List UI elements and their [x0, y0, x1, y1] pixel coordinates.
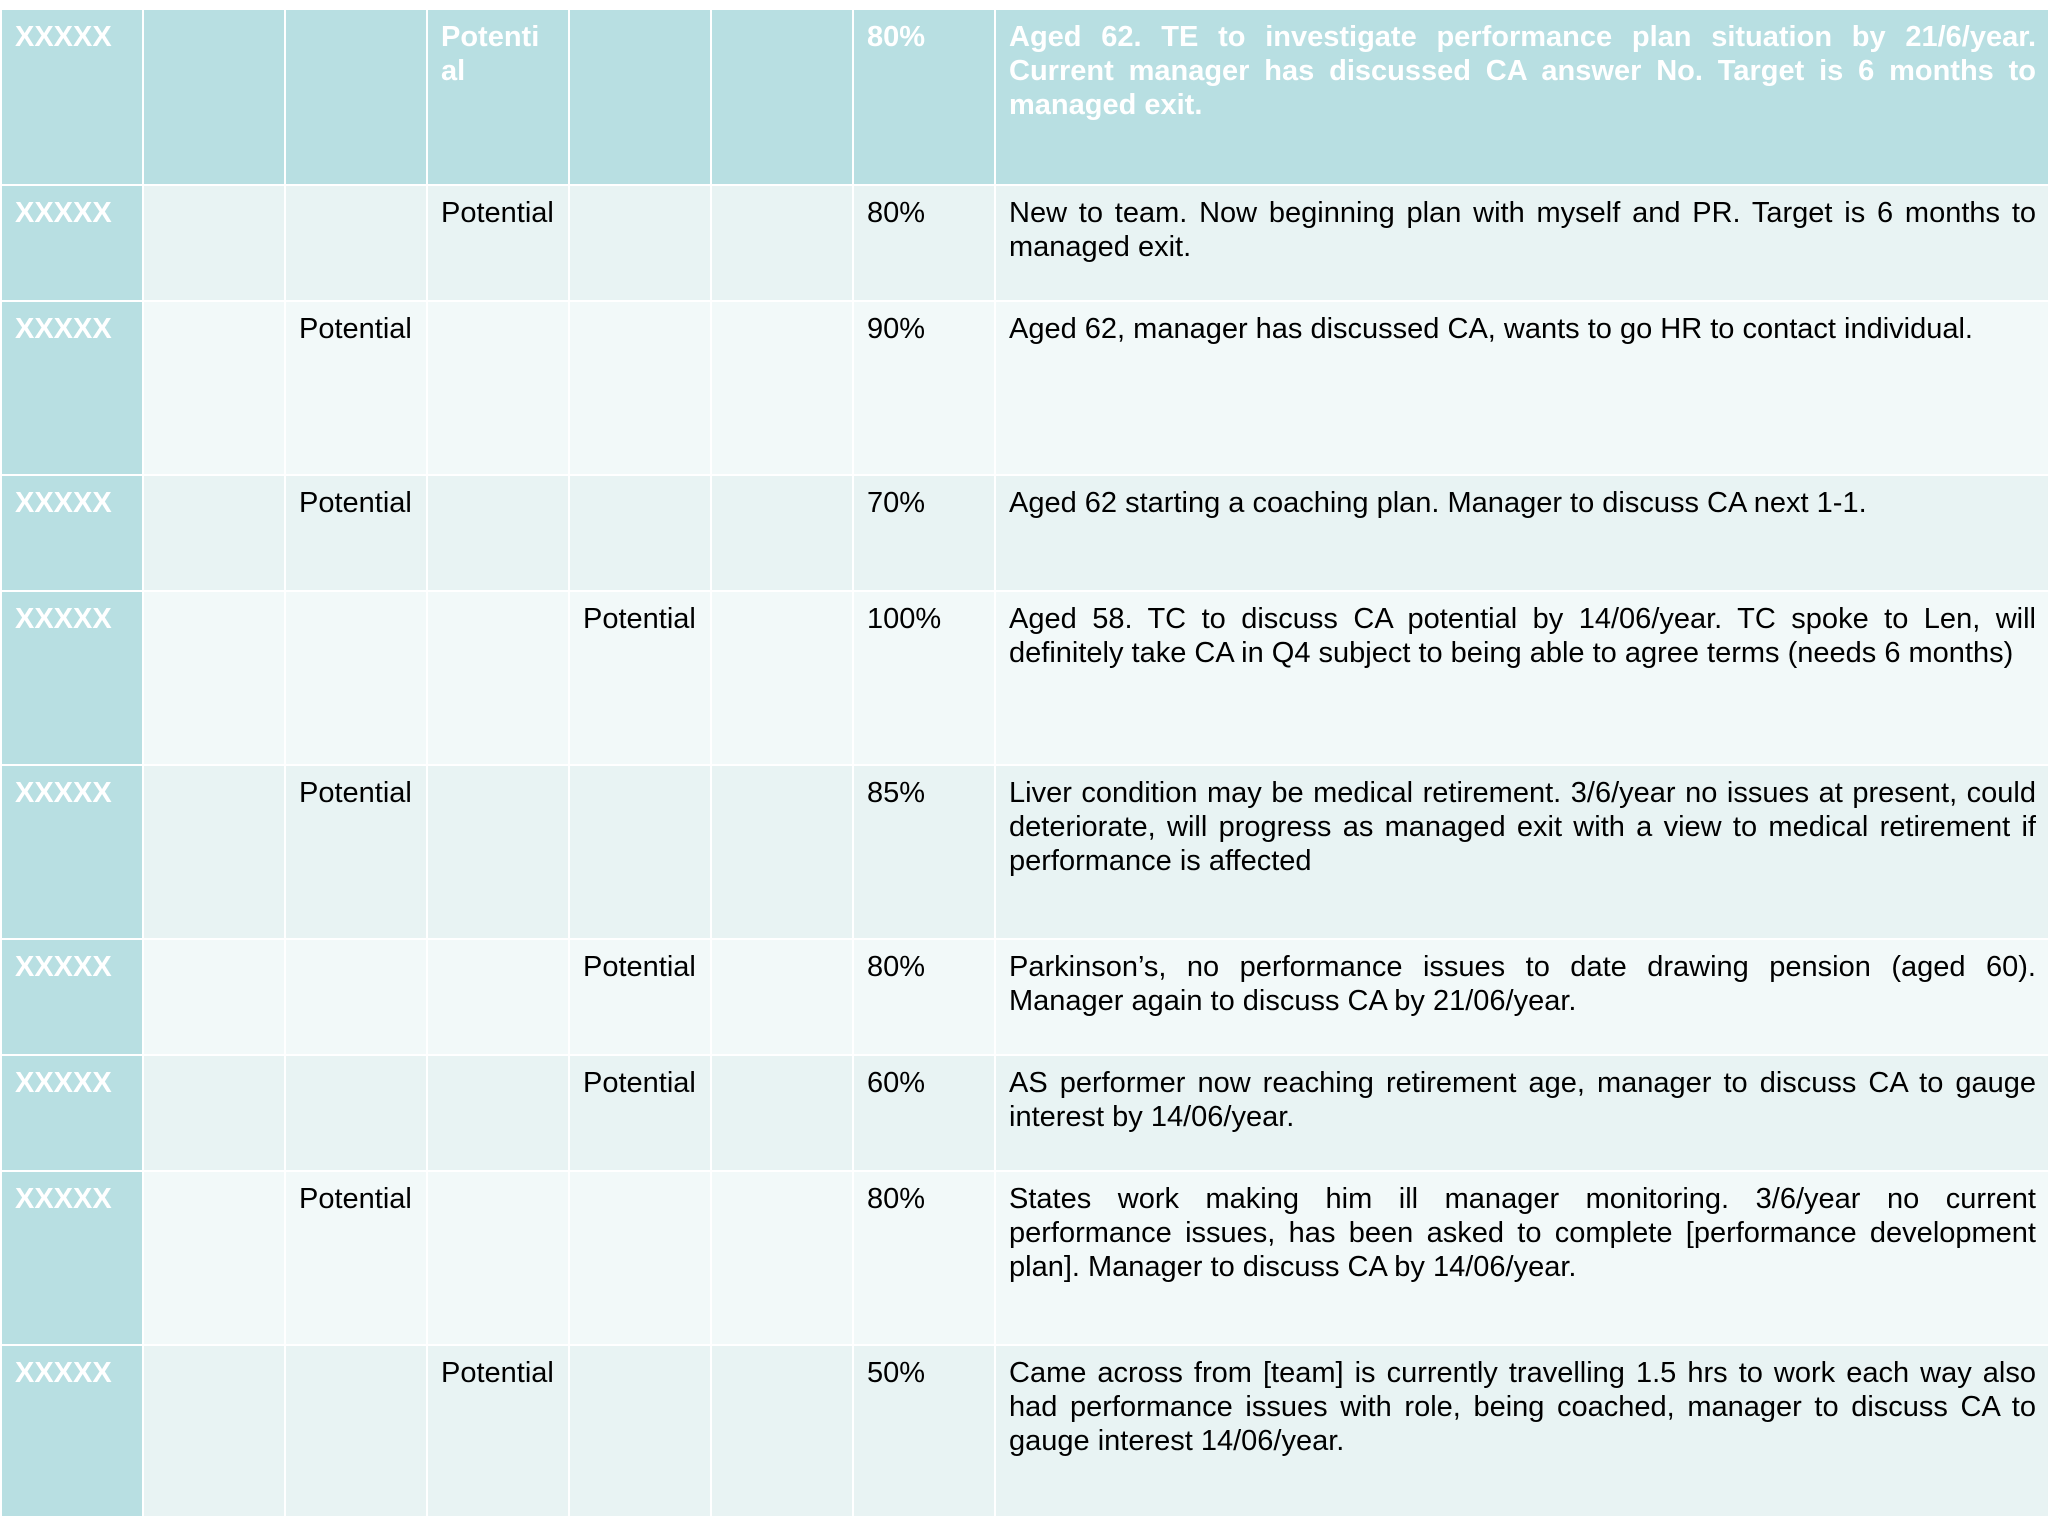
category-d-cell: Potential [569, 591, 711, 765]
employee-name-cell: XXXXX [1, 765, 143, 939]
category-c-label: Potential [441, 21, 540, 87]
category-d-cell [569, 475, 711, 591]
likelihood-percent-cell: 80% [853, 9, 995, 185]
category-a-cell [143, 9, 285, 185]
employee-name-cell: XXXXX [1, 1345, 143, 1517]
category-d-cell: Potential [569, 1055, 711, 1171]
likelihood-percent-cell: 100% [853, 591, 995, 765]
category-a-cell [143, 185, 285, 301]
likelihood-percent-cell: 70% [853, 475, 995, 591]
category-b-cell [285, 1345, 427, 1517]
employee-name-cell: XXXXX [1, 185, 143, 301]
category-c-cell [427, 1055, 569, 1171]
likelihood-percent-cell: 85% [853, 765, 995, 939]
notes-cell: Aged 62, manager has discussed CA, wants to go HR to contact individual. [995, 301, 2048, 475]
table-row [1, 1055, 2048, 1171]
likelihood-percent-cell: 80% [853, 185, 995, 301]
category-a-cell [143, 301, 285, 475]
category-c-cell [427, 301, 569, 475]
notes-cell: New to team. Now beginning plan with myself and PR. Target is 6 months to managed exit. [995, 185, 2048, 301]
category-b-cell: Potential [285, 765, 427, 939]
employee-name-cell: XXXXX [1, 1171, 143, 1345]
category-e-cell [711, 9, 853, 185]
category-e-cell [711, 939, 853, 1055]
category-e-cell [711, 1345, 853, 1517]
notes-cell: AS performer now reaching retirement age, manager to discuss CA to gauge interest by 14/06/year. [995, 1055, 2048, 1171]
category-c-cell [427, 939, 569, 1055]
category-b-cell [285, 185, 427, 301]
category-e-cell [711, 185, 853, 301]
category-b-cell [285, 591, 427, 765]
category-c-cell [427, 765, 569, 939]
employee-name-cell: XXXXX [1, 475, 143, 591]
category-c-cell: Potential [427, 1345, 569, 1517]
retirement-tracker-table-wrap [0, 8, 2048, 1518]
likelihood-percent-cell: 80% [853, 939, 995, 1055]
table-row [1, 765, 2048, 939]
employee-name-cell: XXXXX [1, 939, 143, 1055]
table-row [1, 591, 2048, 765]
likelihood-percent-cell: 90% [853, 301, 995, 475]
category-e-cell [711, 1171, 853, 1345]
employee-name-cell: XXXXX [1, 301, 143, 475]
notes-cell: Parkinson’s, no performance issues to date drawing pension (aged 60). Manager again to discuss CA by 21/06/year. [995, 939, 2048, 1055]
category-b-cell [285, 1055, 427, 1171]
table-row [1, 939, 2048, 1055]
table-row [1, 475, 2048, 591]
category-c-cell [427, 591, 569, 765]
category-e-cell [711, 1055, 853, 1171]
category-b-cell: Potential [285, 475, 427, 591]
category-e-cell [711, 591, 853, 765]
category-c-cell: Potential [427, 185, 569, 301]
category-e-cell [711, 475, 853, 591]
category-a-cell [143, 1171, 285, 1345]
category-d-cell [569, 765, 711, 939]
likelihood-percent-cell: 50% [853, 1345, 995, 1517]
employee-name-cell: XXXXX [1, 591, 143, 765]
likelihood-percent-cell: 60% [853, 1055, 995, 1171]
employee-name-cell: XXXXX [1, 9, 143, 185]
category-a-cell [143, 765, 285, 939]
notes-cell: Aged 58. TC to discuss CA potential by 14/06/year. TC spoke to Len, will definitely take CA in Q4 subject to being able to agree terms (needs 6 months) [995, 591, 2048, 765]
category-d-cell [569, 1345, 711, 1517]
employee-name-cell: XXXXX [1, 1055, 143, 1171]
notes-cell: Came across from [team] is currently travelling 1.5 hrs to work each way also had performance issues with role, being coached, manager to discuss CA to gauge interest 14/06/year. [995, 1345, 2048, 1517]
category-a-cell [143, 1345, 285, 1517]
table-row [1, 1171, 2048, 1345]
notes-cell: Aged 62 starting a coaching plan. Manager to discuss CA next 1-1. [995, 475, 2048, 591]
category-a-cell [143, 939, 285, 1055]
category-a-cell [143, 475, 285, 591]
category-c-cell [427, 475, 569, 591]
likelihood-percent-cell: 80% [853, 1171, 995, 1345]
category-a-cell [143, 591, 285, 765]
category-d-cell [569, 301, 711, 475]
category-c-cell [427, 1171, 569, 1345]
notes-cell: Liver condition may be medical retirement. 3/6/year no issues at present, could deteriorate, will progress as managed exit with a view to medical retirement if performance is affected [995, 765, 2048, 939]
category-d-cell [569, 9, 711, 185]
table-row [1, 185, 2048, 301]
notes-cell: States work making him ill manager monitoring. 3/6/year no current performance issues, has been asked to complete [performance development plan]. Manager to discuss CA by 14/06/year. [995, 1171, 2048, 1345]
category-a-cell [143, 1055, 285, 1171]
table-row [1, 301, 2048, 475]
category-b-cell [285, 939, 427, 1055]
table-row [1, 1345, 2048, 1517]
category-b-cell [285, 9, 427, 185]
category-c-cell [427, 9, 569, 185]
category-b-cell: Potential [285, 1171, 427, 1345]
category-d-cell [569, 1171, 711, 1345]
table-row [1, 9, 2048, 185]
category-d-cell: Potential [569, 939, 711, 1055]
category-e-cell [711, 765, 853, 939]
category-e-cell [711, 301, 853, 475]
category-b-cell: Potential [285, 301, 427, 475]
retirement-tracker-table [0, 8, 2048, 1518]
notes-cell: Aged 62. TE to investigate performance plan situation by 21/6/year. Current manager has discussed CA answer No. Target is 6 months to managed exit. [995, 9, 2048, 185]
category-d-cell [569, 185, 711, 301]
